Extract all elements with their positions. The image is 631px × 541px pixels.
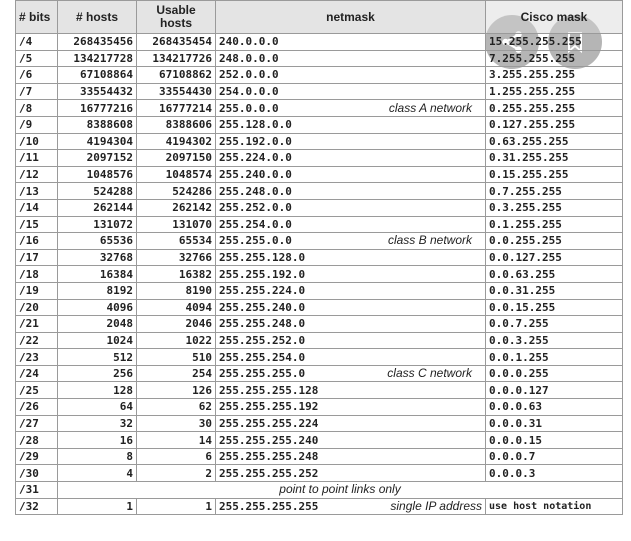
table-row (16, 150, 623, 167)
header-netmask: netmask (216, 1, 486, 34)
hosts-cell: 8192 (58, 282, 137, 299)
hosts-cell: 2097152 (58, 150, 137, 167)
table-row (16, 299, 623, 316)
netmask-value: 240.0.0.0 (219, 35, 279, 49)
usable-cell: 1 (137, 498, 216, 515)
netmask-value: 255.248.0.0 (219, 184, 292, 198)
bits-cell: /7 (16, 83, 58, 100)
hosts-cell: 524288 (58, 183, 137, 200)
netmask-value: 255.255.240.0 (219, 300, 306, 314)
netmask-value: 255.252.0.0 (219, 201, 292, 215)
bits-cell: /27 (16, 415, 58, 432)
table-row (16, 465, 623, 482)
netmask-value: 255.255.224.0 (219, 284, 306, 298)
table-row (16, 382, 623, 399)
usable-cell: 30 (137, 415, 216, 432)
netmask-value: 255.128.0.0 (219, 118, 292, 132)
header-hosts: # hosts (58, 1, 137, 34)
table-row (16, 34, 623, 51)
bits-cell: /32 (16, 498, 58, 515)
subnet-table (15, 0, 623, 515)
netmask-cell (216, 299, 486, 316)
usable-cell: 4094 (137, 299, 216, 316)
table-row (16, 249, 623, 266)
bits-cell: /5 (16, 50, 58, 67)
hosts-cell: 268435456 (58, 34, 137, 51)
netmask-cell (216, 498, 486, 515)
usable-cell: 1048574 (137, 166, 216, 183)
table-row (16, 199, 623, 216)
cisco-cell: 0.0.3.255 (486, 332, 623, 349)
netmask-value: 255.255.255.252 (219, 466, 319, 480)
bits-cell: /26 (16, 399, 58, 416)
hosts-cell: 8388608 (58, 116, 137, 133)
bits-cell: /23 (16, 349, 58, 366)
cisco-cell: 0.0.127.255 (486, 249, 623, 266)
netmask-value: 255.255.255.0 (219, 367, 306, 381)
cisco-cell: 3.255.255.255 (486, 67, 623, 84)
hosts-cell: 1024 (58, 332, 137, 349)
bits-cell: /31 (16, 482, 58, 499)
bits-cell: /29 (16, 448, 58, 465)
bits-cell: /19 (16, 282, 58, 299)
network-class-note: class C network (387, 366, 472, 381)
bits-cell: /20 (16, 299, 58, 316)
table-row (16, 233, 623, 250)
usable-cell: 8190 (137, 282, 216, 299)
usable-cell: 33554430 (137, 83, 216, 100)
cisco-cell: 0.0.0.3 (486, 465, 623, 482)
netmask-cell (216, 199, 486, 216)
hosts-cell: 64 (58, 399, 137, 416)
usable-cell: 32766 (137, 249, 216, 266)
bits-cell: /18 (16, 266, 58, 283)
header-usable (137, 1, 216, 34)
netmask-cell (216, 448, 486, 465)
table-row (16, 282, 623, 299)
hosts-cell: 2048 (58, 316, 137, 333)
netmask-value: 255.255.255.248 (219, 450, 319, 464)
bits-cell: /24 (16, 365, 58, 382)
netmask-cell (216, 133, 486, 150)
cisco-cell: 0.0.0.15 (486, 432, 623, 449)
usable-cell: 6 (137, 448, 216, 465)
netmask-cell (216, 216, 486, 233)
netmask-cell (216, 332, 486, 349)
bits-cell: /10 (16, 133, 58, 150)
bits-cell: /14 (16, 199, 58, 216)
usable-cell: 2097150 (137, 150, 216, 167)
netmask-value: 255.192.0.0 (219, 134, 292, 148)
hosts-cell: 134217728 (58, 50, 137, 67)
hosts-cell: 33554432 (58, 83, 137, 100)
hosts-cell: 16777216 (58, 100, 137, 117)
table-row (16, 100, 623, 117)
netmask-cell (216, 266, 486, 283)
usable-cell: 67108862 (137, 67, 216, 84)
bits-cell: /17 (16, 249, 58, 266)
netmask-cell (216, 116, 486, 133)
usable-cell: 131070 (137, 216, 216, 233)
netmask-cell (216, 316, 486, 333)
bits-cell: /16 (16, 233, 58, 250)
hosts-cell: 16384 (58, 266, 137, 283)
netmask-value: 255.255.255.240 (219, 433, 319, 447)
hosts-cell: 4096 (58, 299, 137, 316)
netmask-value: 255.255.192.0 (219, 267, 306, 281)
netmask-cell (216, 282, 486, 299)
usable-cell: 16777214 (137, 100, 216, 117)
netmask-cell (216, 399, 486, 416)
table-row (16, 50, 623, 67)
bits-cell: /30 (16, 465, 58, 482)
cisco-cell: 7.255.255.255 (486, 50, 623, 67)
bits-cell: /9 (16, 116, 58, 133)
netmask-value: 255.255.255.224 (219, 416, 319, 430)
usable-cell: 1022 (137, 332, 216, 349)
netmask-cell (216, 83, 486, 100)
bits-cell: /28 (16, 432, 58, 449)
netmask-value: 252.0.0.0 (219, 68, 279, 82)
hosts-cell: 32768 (58, 249, 137, 266)
netmask-value: 254.0.0.0 (219, 85, 279, 99)
cisco-cell: 15.255.255.255 (486, 34, 623, 51)
netmask-value: 255.255.255.255 (219, 499, 319, 513)
netmask-value: 255.255.128.0 (219, 251, 306, 265)
bits-cell: /25 (16, 382, 58, 399)
netmask-value: 255.255.252.0 (219, 333, 306, 347)
netmask-cell (216, 34, 486, 51)
usable-cell: 524286 (137, 183, 216, 200)
cisco-cell: 0.0.0.127 (486, 382, 623, 399)
hosts-cell: 131072 (58, 216, 137, 233)
cisco-cell: 0.0.0.7 (486, 448, 623, 465)
cisco-cell: 0.0.7.255 (486, 316, 623, 333)
cisco-cell: 0.0.1.255 (486, 349, 623, 366)
header-usable-1: Usable (156, 3, 196, 17)
usable-cell: 2 (137, 465, 216, 482)
bits-cell: /11 (16, 150, 58, 167)
netmask-value: 255.224.0.0 (219, 151, 292, 165)
netmask-cell (216, 432, 486, 449)
cisco-cell: 0.3.255.255 (486, 199, 623, 216)
netmask-value: 255.255.255.128 (219, 383, 319, 397)
table-row (16, 183, 623, 200)
hosts-cell: 262144 (58, 199, 137, 216)
usable-cell: 2046 (137, 316, 216, 333)
bits-cell: /12 (16, 166, 58, 183)
netmask-cell (216, 166, 486, 183)
cisco-cell: 1.255.255.255 (486, 83, 623, 100)
hosts-cell: 4 (58, 465, 137, 482)
hosts-cell: 128 (58, 382, 137, 399)
netmask-value: 248.0.0.0 (219, 51, 279, 65)
hosts-cell: 1048576 (58, 166, 137, 183)
cisco-cell: 0.0.0.31 (486, 415, 623, 432)
netmask-cell (216, 465, 486, 482)
table-row (16, 332, 623, 349)
usable-cell: 62 (137, 399, 216, 416)
netmask-value: 255.255.255.192 (219, 400, 319, 414)
usable-cell: 134217726 (137, 50, 216, 67)
hosts-cell: 65536 (58, 233, 137, 250)
bits-cell: /15 (16, 216, 58, 233)
netmask-cell (216, 100, 486, 117)
cisco-cell: 0.15.255.255 (486, 166, 623, 183)
network-class-note: class A network (388, 100, 472, 115)
cisco-cell: 0.63.255.255 (486, 133, 623, 150)
cisco-cell: 0.0.31.255 (486, 282, 623, 299)
table-row-32 (16, 498, 623, 515)
netmask-value: 255.255.254.0 (219, 350, 306, 364)
netmask-cell (216, 249, 486, 266)
cisco-cell: 0.0.0.63 (486, 399, 623, 416)
point-to-point-note: point to point links only (58, 482, 623, 499)
bits-cell: /8 (16, 100, 58, 117)
usable-cell: 4194302 (137, 133, 216, 150)
table-row (16, 67, 623, 84)
bits-cell: /6 (16, 67, 58, 84)
cisco-cell: 0.7.255.255 (486, 183, 623, 200)
cisco-cell: 0.0.63.255 (486, 266, 623, 283)
hosts-cell: 67108864 (58, 67, 137, 84)
netmask-value: 255.255.248.0 (219, 317, 306, 331)
cisco-cell: 0.255.255.255 (486, 100, 623, 117)
single-ip-note: single IP address (390, 498, 482, 513)
hosts-cell: 8 (58, 448, 137, 465)
bits-cell: /13 (16, 183, 58, 200)
netmask-value: 255.240.0.0 (219, 168, 292, 182)
table-row (16, 133, 623, 150)
network-class-note: class B network (387, 233, 472, 248)
usable-cell: 8388606 (137, 116, 216, 133)
header-cisco: Cisco mask (486, 1, 623, 34)
netmask-cell (216, 150, 486, 167)
table-row-31 (16, 482, 623, 499)
cisco-cell: use host notation (486, 498, 623, 515)
usable-cell: 254 (137, 365, 216, 382)
netmask-cell (216, 382, 486, 399)
table-row (16, 432, 623, 449)
cisco-cell: 0.0.255.255 (486, 233, 623, 250)
netmask-cell (216, 415, 486, 432)
usable-cell: 510 (137, 349, 216, 366)
table-row (16, 266, 623, 283)
bits-cell: /22 (16, 332, 58, 349)
header-usable-2: hosts (159, 16, 192, 30)
hosts-cell: 32 (58, 415, 137, 432)
table-row (16, 365, 623, 382)
netmask-cell (216, 233, 486, 250)
hosts-cell: 4194304 (58, 133, 137, 150)
netmask-value: 255.254.0.0 (219, 217, 292, 231)
table-row (16, 415, 623, 432)
table-row (16, 83, 623, 100)
hosts-cell: 256 (58, 365, 137, 382)
table-row (16, 116, 623, 133)
cisco-cell: 0.0.15.255 (486, 299, 623, 316)
usable-cell: 126 (137, 382, 216, 399)
netmask-cell (216, 349, 486, 366)
table-row (16, 399, 623, 416)
cisco-cell: 0.31.255.255 (486, 150, 623, 167)
table-row (16, 166, 623, 183)
table-row (16, 316, 623, 333)
netmask-cell (216, 365, 486, 382)
usable-cell: 16382 (137, 266, 216, 283)
bits-cell: /4 (16, 34, 58, 51)
netmask-cell (216, 183, 486, 200)
netmask-value: 255.255.0.0 (219, 234, 292, 248)
usable-cell: 262142 (137, 199, 216, 216)
hosts-cell: 1 (58, 498, 137, 515)
usable-cell: 14 (137, 432, 216, 449)
netmask-value: 255.0.0.0 (219, 101, 279, 115)
cisco-cell: 0.0.0.255 (486, 365, 623, 382)
table-row (16, 216, 623, 233)
hosts-cell: 512 (58, 349, 137, 366)
usable-cell: 65534 (137, 233, 216, 250)
netmask-cell (216, 67, 486, 84)
header-row (16, 1, 623, 34)
table-row (16, 349, 623, 366)
netmask-cell (216, 50, 486, 67)
bits-cell: /21 (16, 316, 58, 333)
header-bits: # bits (16, 1, 58, 34)
table-row (16, 448, 623, 465)
usable-cell: 268435454 (137, 34, 216, 51)
hosts-cell: 16 (58, 432, 137, 449)
cisco-cell: 0.127.255.255 (486, 116, 623, 133)
cisco-cell: 0.1.255.255 (486, 216, 623, 233)
